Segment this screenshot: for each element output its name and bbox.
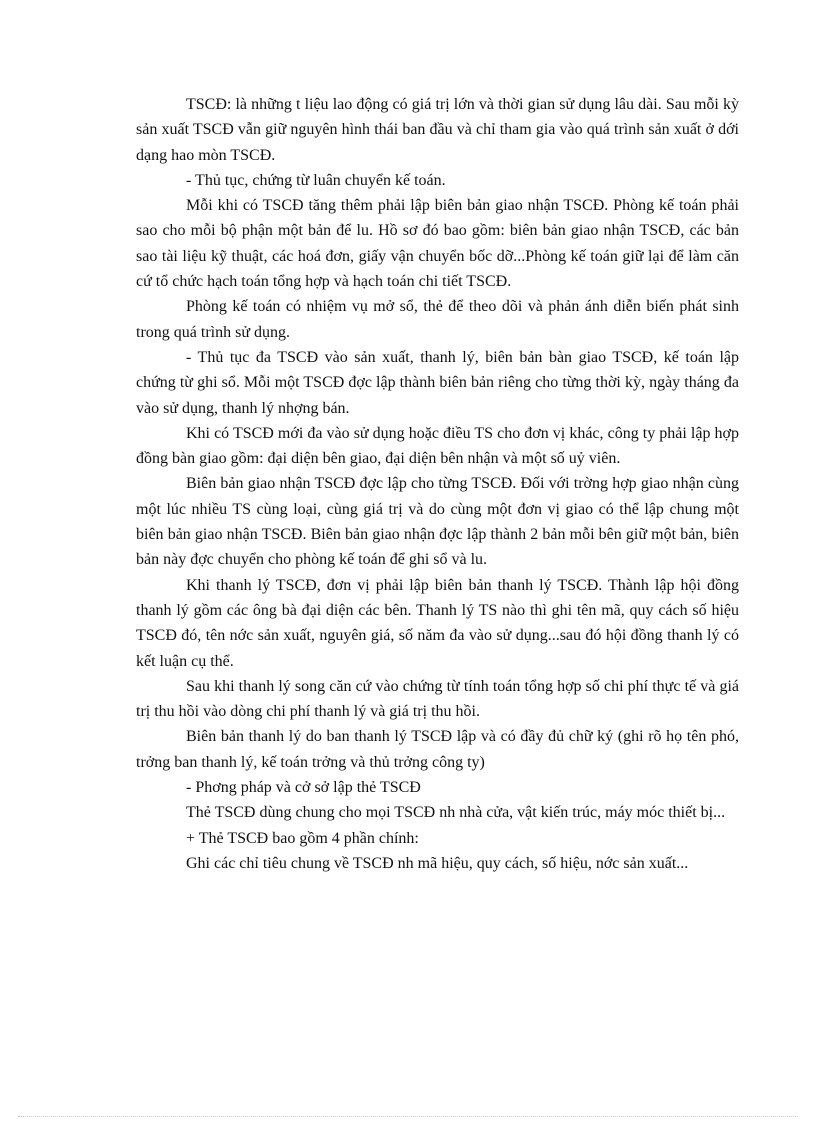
paragraph-after-liquidation: Sau khi thanh lý song căn cứ vào chứng từ tính toán tổng hợp số chi phí thực tế và giá trị thu hồi vào dòng chi phí thanh lý và giá trị thu hồi. (136, 677, 739, 721)
paragraph-definition: TSCĐ: là những t liệu lao động có giá trị lớn và thời gian sử dụng lâu dài. Sau mỗi kỳ sản xuất TSCĐ vẫn giữ nguyên hình thái ban đầu và chỉ tham gia vào quá trình sản xuất ở dới dạng hao mòn TSCĐ. (136, 96, 739, 164)
page-bottom-divider (18, 1116, 798, 1117)
paragraph-production-procedure: - Thủ tục đa TSCĐ vào sản xuất, thanh lý, biên bản bàn giao TSCĐ, kế toán lập chứng từ ghi sổ. Mỗi một TSCĐ đợc lập thành biên bản riêng cho từng thời kỳ, ngày tháng đa vào sử dụng, thanh lý nhợng bán. (136, 348, 739, 417)
paragraph-card-parts: + Thẻ TSCĐ bao gồm 4 phần chính: (186, 829, 419, 847)
paragraph-liquidation: Khi thanh lý TSCĐ, đơn vị phải lập biên bản thanh lý TSCĐ. Thành lập hội đồng thanh lý gồm các ông bà đại diện các bên. Thanh lý TS nào thì ghi tên mã, quy cách số hiệu TSCĐ đó, tên nớc sản xuất, nguyên giá, số năm đa vào sử dụng...sau đó hội đồng thanh lý có kết luận cụ thể. (136, 576, 739, 670)
paragraph-asset-card: Thẻ TSCĐ dùng chung cho mọi TSCĐ nh nhà cửa, vật kiến trúc, máy móc thiết bị... (186, 804, 726, 822)
document-body (136, 92, 739, 876)
paragraph-procedures-heading: - Thủ tục, chứng từ luân chuyển kế toán. (186, 171, 446, 189)
paragraph-handover-record: Biên bản giao nhận TSCĐ đợc lập cho từng TSCĐ. Đối với trờng hợp giao nhận cùng một lúc nhiều TS cùng loại, cùng giá trị và do cùng một đơn vị giao có thể lập chung một biên bản giao nhận TSCĐ. Biên bản giao nhận đợc lập thành 2 bản mỗi bên giữ một bản, biên bản này đợc chuyển cho phòng kế toán để ghi sổ và lu. (136, 475, 739, 569)
paragraph-new-asset: Khi có TSCĐ mới đa vào sử dụng hoặc điều TS cho đơn vị khác, công ty phải lập hợp đồng bàn giao gồm: đại diện bên giao, đại diện bên nhận và một số uỷ viên. (136, 424, 739, 468)
paragraph-liquidation-record: Biên bản thanh lý do ban thanh lý TSCĐ lập và có đầy đủ chữ ký (ghi rõ họ tên phó, trởng ban thanh lý, kế toán trởng và thủ trởng công ty) (136, 728, 739, 771)
paragraph-accounting-duty: Phòng kế toán có nhiệm vụ mở sổ, thẻ để theo dõi và phản ánh diễn biến phát sinh trong quá trình sử dụng. (136, 298, 739, 341)
paragraph-method-heading: - Phơng pháp và cở sở lập thẻ TSCĐ (186, 779, 421, 797)
paragraph-general-indicators: Ghi các chỉ tiêu chung về TSCĐ nh mã hiệu, quy cách, số hiệu, nớc sản xuất... (186, 854, 689, 872)
paragraph-asset-increase: Mỗi khi có TSCĐ tăng thêm phải lập biên bản giao nhận TSCĐ. Phòng kế toán phải sao cho mỗi bộ phận một bản để lu. Hồ sơ đó bao gồm: biên bản giao nhận TSCĐ, các bản sao tài liệu kỹ thuật, các hoá đơn, giấy vận chuyển bốc dỡ...Phòng kế toán giữ lại để làm căn cứ tổ chức hạch toán tổng hợp và hạch toán chi tiết TSCĐ. (136, 197, 739, 291)
